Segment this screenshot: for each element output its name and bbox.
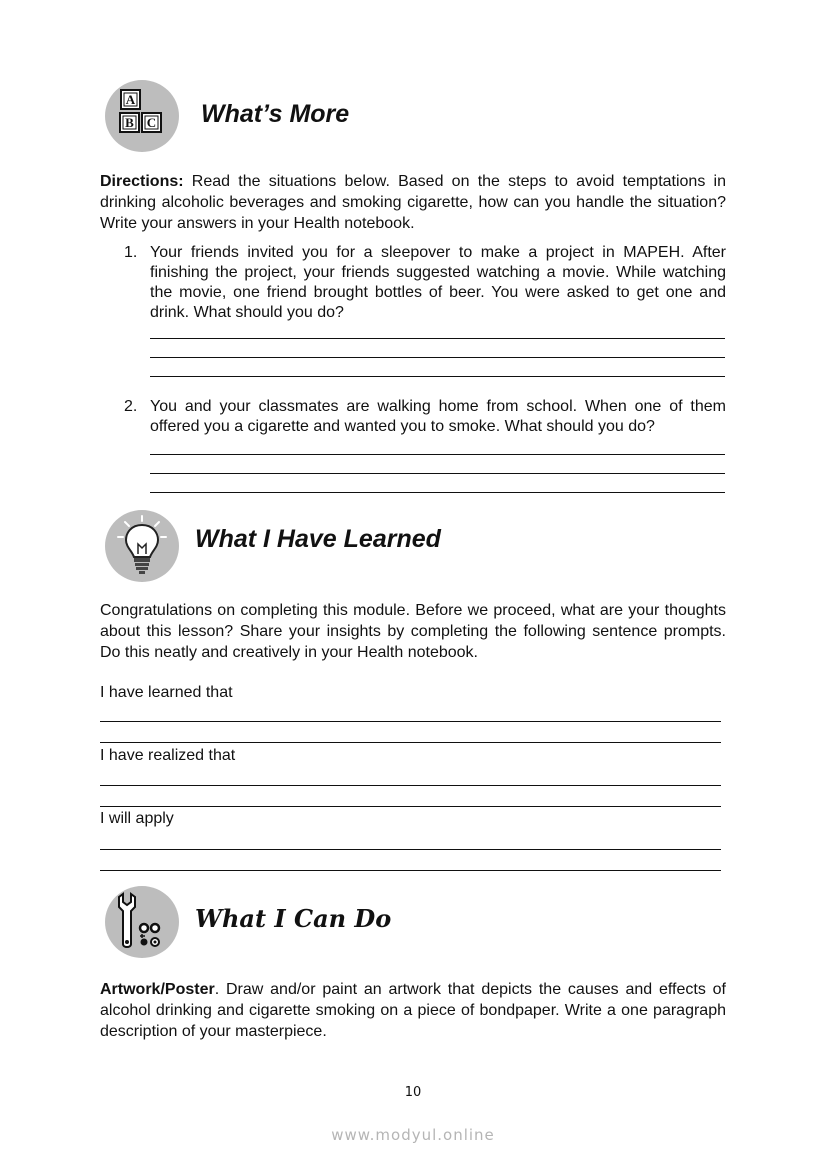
answer-line	[100, 721, 721, 722]
what-i-have-learned-title: What I Have Learned	[195, 525, 441, 553]
learned-intro-paragraph: Congratulations on completing this module. Before we proceed, what are your thoughts about this lesson? Share your insights by completing the following sentence prompts. Do this neatly and creatively in your Health notebook.	[100, 602, 726, 661]
directions-label: Directions:	[100, 173, 184, 190]
answer-line	[100, 742, 721, 743]
watermark: www.modyul.online	[331, 1126, 495, 1144]
item-1-number: 1.	[124, 244, 138, 261]
answer-line	[100, 870, 721, 871]
block-b-letter: B	[125, 115, 134, 130]
block-a-letter: A	[125, 92, 136, 107]
whats-more-title: What’s More	[201, 100, 350, 128]
light-bulb-icon	[105, 510, 179, 582]
answer-line	[100, 849, 721, 850]
item-2-text: You and your classmates are walking home from school. When one of them offered you a cigarette and wanted you to smoke. What should you do?	[150, 398, 726, 435]
wrench-tools-icon	[105, 886, 179, 958]
abc-blocks-icon	[105, 80, 179, 152]
directions-text: Read the situations below. Based on the steps to avoid temptations in drinking alcoholic beverages and smoking cigarette, how can you handle the situation? Write your answers in your Health notebook.	[100, 173, 726, 232]
answer-line	[150, 492, 725, 493]
block-c-letter: C	[146, 115, 157, 130]
answer-line	[150, 338, 725, 339]
page-number: 10	[404, 1085, 422, 1100]
prompt-apply: I will apply	[100, 810, 174, 827]
answer-line	[150, 376, 725, 377]
answer-line	[100, 806, 721, 807]
artwork-label: Artwork/Poster	[100, 981, 215, 998]
answer-line	[150, 473, 725, 474]
prompt-realized: I have realized that	[100, 747, 236, 764]
what-i-can-do-title: What I Can Do	[195, 904, 392, 933]
artwork-task-paragraph	[100, 979, 726, 1042]
answer-line	[150, 454, 725, 455]
prompt-learned: I have learned that	[100, 684, 233, 701]
answer-line	[150, 357, 725, 358]
answer-line	[100, 785, 721, 786]
item-2-number: 2.	[124, 398, 138, 415]
directions-paragraph	[100, 171, 726, 234]
item-1-text: Your friends invited you for a sleepover to make a project in MAPEH. After finishing the project, your friends suggested watching a movie. While watching the movie, one friend brought bottles of beer. You were asked to get one and drink. What should you do?	[150, 244, 726, 321]
artwork-text: . Draw and/or paint an artwork that depicts the causes and effects of alcohol drinking and cigarette smoking on a piece of bondpaper. Write a one paragraph description of your masterpiece.	[100, 981, 726, 1040]
